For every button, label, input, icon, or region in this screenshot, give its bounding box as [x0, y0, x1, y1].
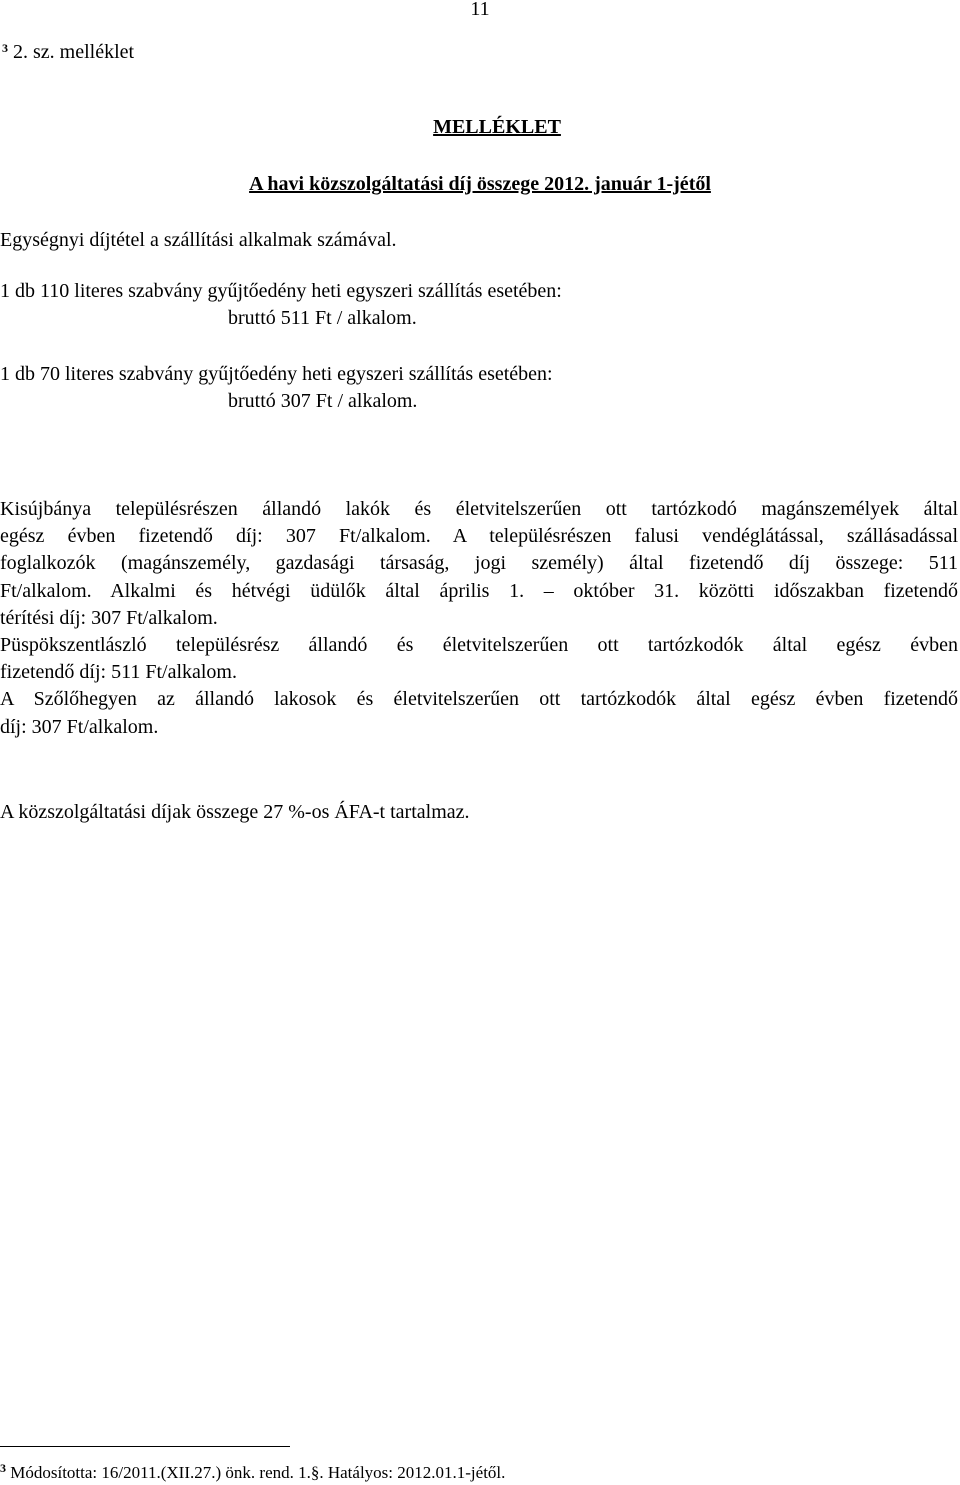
document-subtitle: A havi közszolgáltatási díj összege 2012. január 1-jétől: [249, 173, 711, 195]
annex-reference: [2, 35, 134, 66]
item-110l-price: bruttó 511 Ft / alkalom.: [228, 307, 417, 329]
paragraph-line: egész évben fizetendő díj: 307 Ft/alkalom. A településrészen falusi vendéglátással, szállásadással: [0, 525, 958, 548]
intro-text: Egységnyi díjtétel a szállítási alkalmak számával.: [0, 229, 397, 251]
page-number: 11: [470, 0, 490, 20]
footnote-text: Módosította: 16/2011.(XII.27.) önk. rend. 1.§. Hatályos: 2012.01.1-jétől.: [10, 1463, 506, 1482]
item-110l-description: 1 db 110 literes szabvány gyűjtőedény heti egyszeri szállítás esetében:: [0, 280, 562, 302]
item-70l-price: bruttó 307 Ft / alkalom.: [228, 390, 418, 412]
fee-paragraphs: [0, 496, 958, 741]
paragraph-line: Ft/alkalom. Alkalmi és hétvégi üdülők által április 1. – október 31. közötti időszakban fizetendő: [0, 579, 958, 602]
paragraph-line: fizetendő díj: 511 Ft/alkalom.: [0, 661, 237, 684]
paragraph-line: foglalkozók (magánszemély, gazdasági társaság, jogi személy) által fizetendő díj összege: 511: [0, 552, 958, 575]
paragraph-line: A Szőlőhegyen az állandó lakosok és életvitelszerűen ott tartózkodók által egész évben fizetendő: [0, 688, 958, 711]
vat-note: A közszolgáltatási díjak összege 27 %-os ÁFA-t tartalmaz.: [0, 801, 470, 823]
footnote-mark: 3: [2, 41, 8, 55]
paragraph-line: Püspökszentlászló településrész állandó és életvitelszerűen ott tartózkodók által egész évben: [0, 634, 958, 657]
document-title: MELLÉKLET: [433, 116, 561, 138]
paragraph-line: díj: 307 Ft/alkalom.: [0, 715, 159, 738]
footnote-mark: 3: [0, 1461, 6, 1475]
footnote: [0, 1456, 505, 1485]
paragraph-line: Kisújbánya településrészen állandó lakók és életvitelszerűen ott tartózkodó magánszemélyek által: [0, 498, 958, 520]
paragraph-line: térítési díj: 307 Ft/alkalom.: [0, 606, 218, 629]
footnote-separator: [0, 1446, 290, 1447]
annex-reference-text: 2. sz. melléklet: [13, 41, 135, 63]
item-70l-description: 1 db 70 literes szabvány gyűjtőedény heti egyszeri szállítás esetében:: [0, 363, 553, 385]
